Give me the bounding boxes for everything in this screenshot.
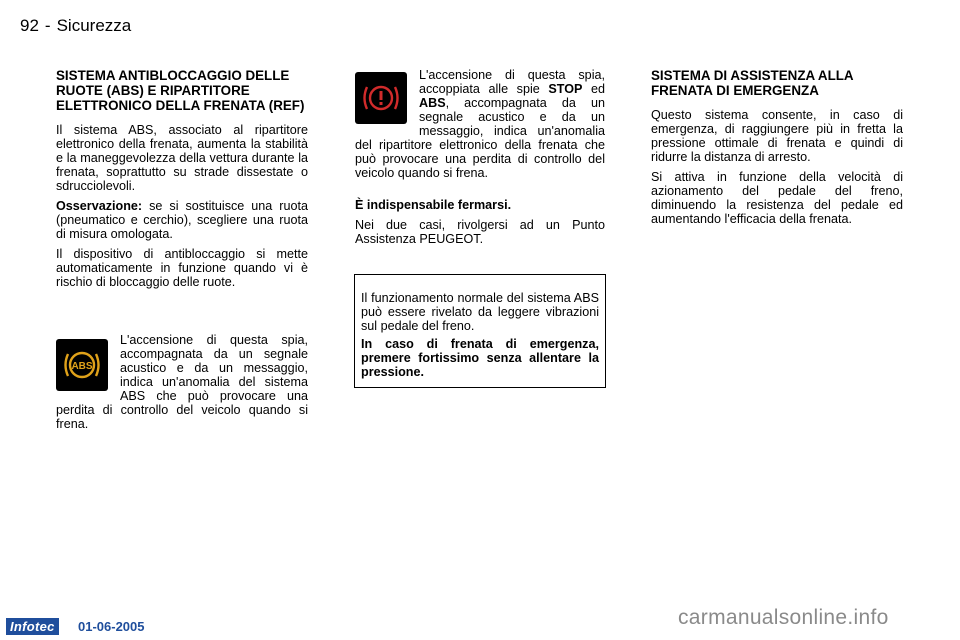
abs-warning-light-icon — [56, 339, 108, 391]
ebs-section-title: SISTEMA DI ASSISTENZA ALLA FRENATA DI EMERGENZA — [651, 68, 854, 98]
ebs-column — [651, 68, 903, 232]
ebs-paragraph-2: Si attiva in funzione della velocità di azionamento del pedale del freno, diminuendo la resistenza del pedale ed aumentando l'efficacia della frenata. — [651, 170, 903, 226]
abs-note-text: se si sostituisce una ruota (pneumatico e cerchio), scegliere una ruota di misura omologata. — [56, 199, 308, 241]
abs-note — [56, 199, 308, 241]
middle-column — [355, 68, 605, 252]
footer-date: 01-06-2005 — [78, 619, 145, 634]
svg-text:ABS: ABS — [71, 361, 93, 372]
page-header — [20, 16, 131, 36]
abs-section-title: SISTEMA ANTIBLOCCAGGIO DELLE RUOTE (ABS) E RIPARTITORE ELETTRONICO DELLA FRENATA (REF) — [56, 68, 305, 113]
abs-column — [56, 68, 308, 437]
info-box-text-1: Il funzionamento normale del sistema ABS può essere rivelato da leggere vibrazioni sul pedale del freno. — [361, 291, 599, 333]
info-box-text-2: In caso di frenata di emergenza, premere fortissimo senza allentare la pressione. — [361, 337, 599, 379]
section-title: Sicurezza — [56, 16, 132, 35]
abs-paragraph-1: Il sistema ABS, associato al ripartitore elettronico della frenata, aumenta la stabilità e la maneggevolezza della vettura durante la frenata, soprattutto su strade dissestate o sdrucciolevoli. — [56, 123, 308, 193]
abs-light-text: L'accensione di questa spia, accompagnata da un segnale acustico e da un messaggio, indica un'anomalia del sistema ABS che può provocare una perdita di controllo del veicolo quando si frena. — [56, 333, 308, 431]
brake-light-text-a: L'accensione di questa spia, accoppiata alle spie — [419, 68, 605, 96]
and-text: ed — [582, 82, 605, 96]
page-number: 92 — [20, 16, 39, 35]
header-separator: - — [44, 16, 51, 35]
brake-light-text-b: , accompagnata da un segnale acustico e da un messaggio, indica un'anomalia del ripartitore elettronico della frenata che può provocare una perdita di controllo del veicolo quando si frena. — [355, 96, 605, 180]
info-box — [354, 274, 606, 388]
abs-note-label: Osservazione: — [56, 199, 143, 213]
infotec-logo: Infotec — [6, 618, 59, 635]
abs-light-block — [56, 333, 308, 431]
must-stop-text: È indispensabile fermarsi. — [355, 198, 512, 212]
ebs-paragraph-1: Questo sistema consente, in caso di emergenza, di raggiungere più in fretta la pressione ottimale di frenata e quindi di ridurre la distanza di arresto. — [651, 108, 903, 164]
watermark: carmanualsonline.info — [678, 606, 889, 629]
stop-label: STOP — [548, 82, 583, 96]
abs-paragraph-3: Il dispositivo di antibloccaggio si mette automaticamente in funzione quando vi è rischio di bloccaggio delle ruote. — [56, 247, 308, 289]
abs-label: ABS — [419, 96, 446, 110]
contact-text: Nei due casi, rivolgersi ad un Punto Assistenza PEUGEOT. — [355, 218, 605, 246]
brake-warning-light-icon — [355, 72, 407, 124]
